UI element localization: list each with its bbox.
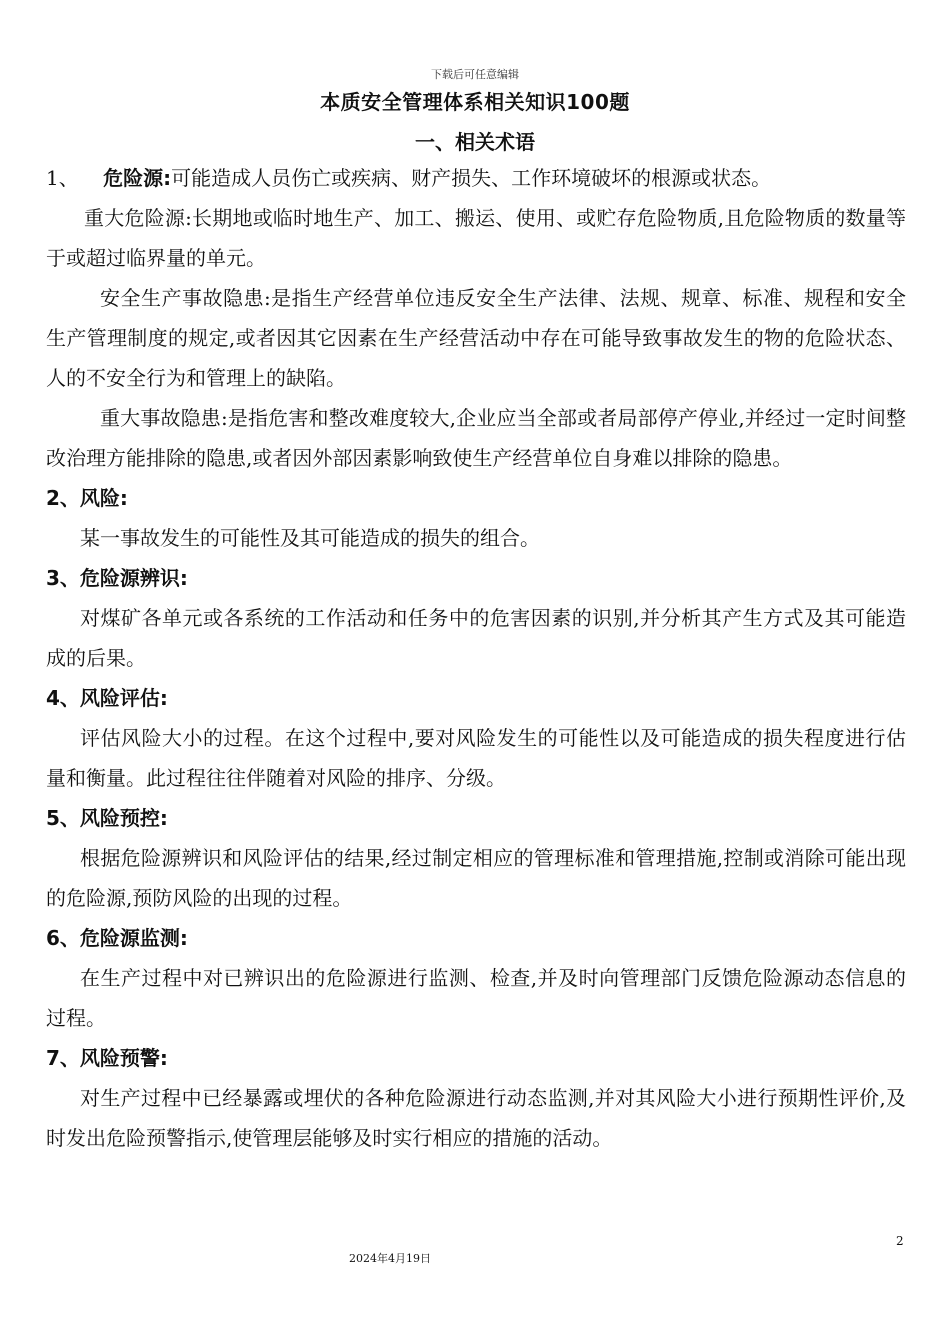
document-title: 本质安全管理体系相关知识100题 <box>320 90 630 114</box>
item-5-heading: 5、风险预控: <box>46 806 168 830</box>
footer-date: 2024年4月19日 <box>349 1252 431 1265</box>
item-4-body: 评估风险大小的过程。在这个过程中,要对风险发生的可能性以及可能造成的损失程度进行估量和衡量。此过程往往伴随着对风险的排序、分级。 <box>46 726 906 790</box>
page-number: 2 <box>896 1234 904 1248</box>
item-7-body: 对生产过程中已经暴露或埋伏的各种危险源进行动态监测,并对其风险大小进行预期性评价,及时发出危险预警指示,使管理层能够及时实行相应的措施的活动。 <box>46 1086 906 1150</box>
item-2-body: 某一事故发生的可能性及其可能造成的损失的组合。 <box>80 526 540 550</box>
item-7-heading: 7、风险预警: <box>46 1046 168 1070</box>
item-1-number: 1、 <box>46 166 79 190</box>
item-3-heading: 3、危险源辨识: <box>46 566 188 590</box>
item-4-heading: 4、风险评估: <box>46 686 168 710</box>
paragraph-major-hazard: 重大危险源:长期地或临时地生产、加工、搬运、使用、或贮存危险物质,且危险物质的数量等于或超过临界量的单元。 <box>46 206 906 270</box>
section-title: 一、相关术语 <box>415 130 535 154</box>
item-6-heading: 6、危险源监测: <box>46 926 188 950</box>
item-3-body: 对煤矿各单元或各系统的工作活动和任务中的危害因素的识别,并分析其产生方式及其可能造成的后果。 <box>46 606 906 670</box>
document-body <box>46 158 906 1158</box>
item-1-term: 危险源: <box>103 166 172 190</box>
paragraph-major-hidden-danger: 重大事故隐患:是指危害和整改难度较大,企业应当全部或者局部停产停业,并经过一定时间整改治理方能排除的隐患,或者因外部因素影响致使生产经营单位自身难以排除的隐患。 <box>46 406 906 470</box>
item-1-definition: 可能造成人员伤亡或疾病、财产损失、工作环境破坏的根源或状态。 <box>171 166 772 190</box>
header-note: 下载后可任意编辑 <box>431 68 519 81</box>
item-2-heading: 2、风险: <box>46 486 128 510</box>
item-1 <box>46 158 906 198</box>
paragraph-hidden-danger: 安全生产事故隐患:是指生产经营单位违反安全生产法律、法规、规章、标准、规程和安全生产管理制度的规定,或者因其它因素在生产经营活动中存在可能导致事故发生的物的危险状态、人的不安全行为和管理上的缺陷。 <box>46 286 906 390</box>
item-6-body: 在生产过程中对已辨识出的危险源进行监测、检查,并及时向管理部门反馈危险源动态信息的过程。 <box>46 966 906 1030</box>
item-5-body: 根据危险源辨识和风险评估的结果,经过制定相应的管理标准和管理措施,控制或消除可能出现的危险源,预防风险的出现的过程。 <box>46 846 906 910</box>
